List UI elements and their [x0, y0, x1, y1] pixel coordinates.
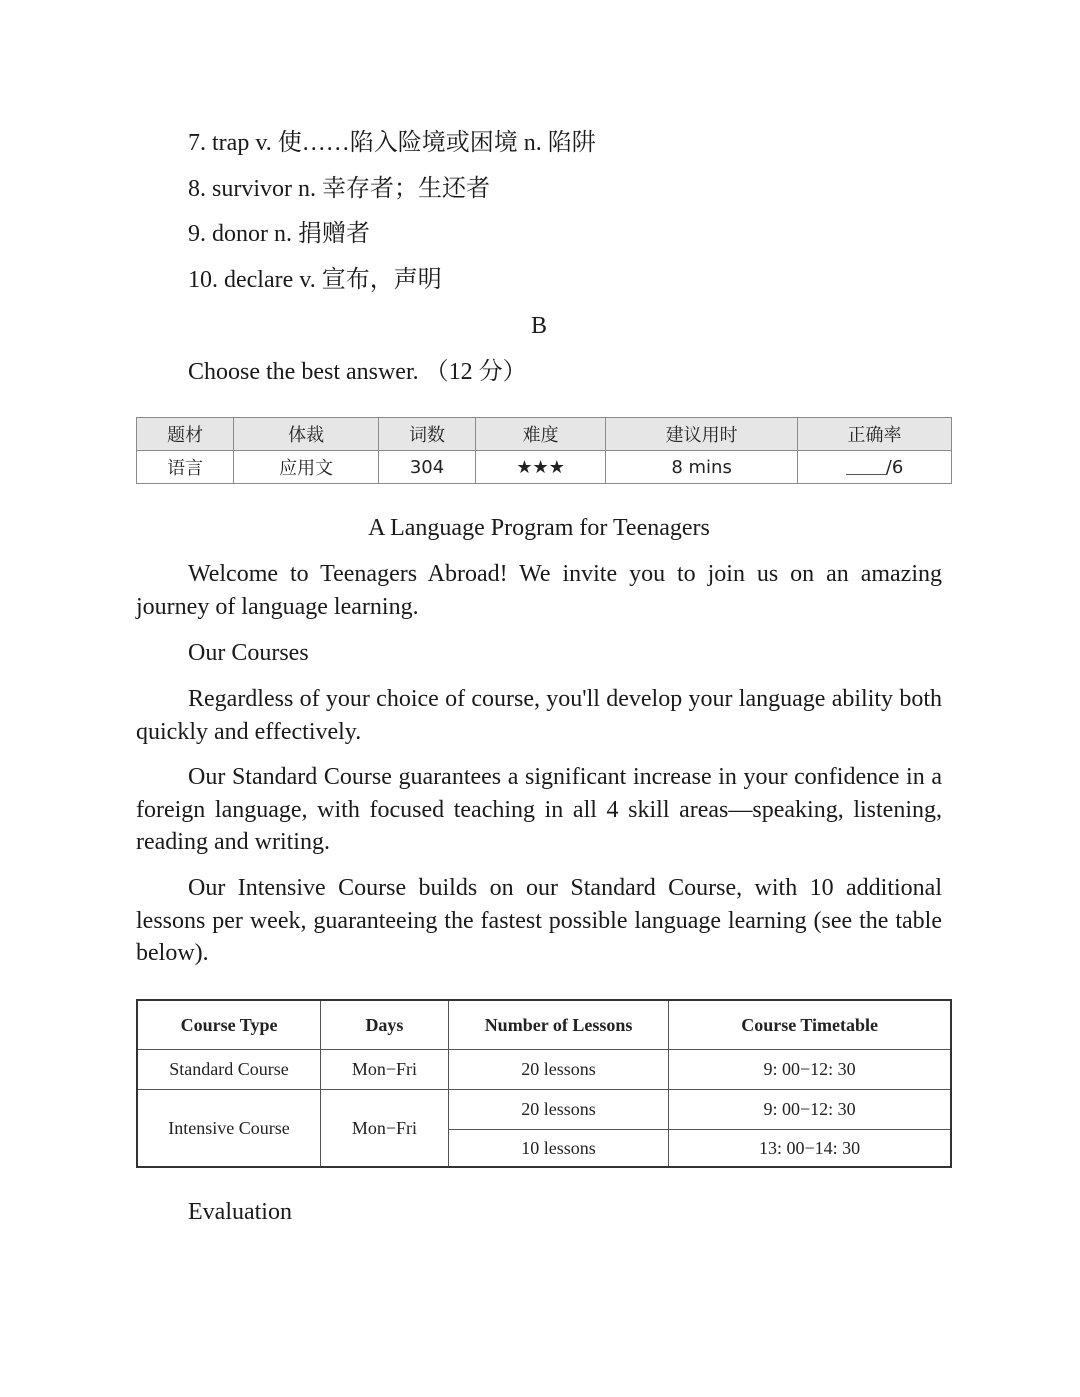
instruction: Choose the best answer. （12 分）: [188, 359, 527, 385]
info-header: 体裁: [234, 418, 379, 451]
table-row: [137, 1050, 951, 1090]
course-lessons: 20 lessons: [448, 1090, 668, 1130]
course-days: Mon−Fri: [321, 1090, 449, 1168]
article-title: A Language Program for Teenagers: [368, 515, 710, 541]
info-header: 词数: [378, 418, 475, 451]
course-table: [136, 999, 952, 1168]
course-header: Number of Lessons: [448, 1000, 668, 1050]
course-header: Course Timetable: [669, 1000, 951, 1050]
info-word-count: 304: [378, 451, 475, 484]
table-row: [137, 1090, 951, 1130]
info-table-header-row: [137, 418, 952, 451]
course-type: Intensive Course: [137, 1090, 321, 1168]
courses-heading: Our Courses: [188, 640, 309, 666]
evaluation-heading: Evaluation: [188, 1199, 292, 1225]
paragraph-1: Regardless of your choice of course, you'll develop your language ability both quickly and effectively.: [136, 686, 942, 745]
course-timetable: 13: 00−14: 30: [669, 1130, 951, 1168]
info-time: 8 mins: [606, 451, 798, 484]
info-topic: 语言: [137, 451, 234, 484]
info-table-value-row: [137, 451, 952, 484]
intro-paragraph: Welcome to Teenagers Abroad! We invite you to join us on an amazing journey of language learning.: [136, 561, 942, 620]
answer-blank: [846, 456, 886, 475]
course-timetable: 9: 00−12: 30: [669, 1090, 951, 1130]
info-header: 难度: [476, 418, 606, 451]
course-table-header-row: [137, 1000, 951, 1050]
paragraph-3: Our Intensive Course builds on our Standard Course, with 10 additional lessons per week, guaranteeing the fastest possible language learning (see the table below).: [136, 875, 942, 966]
course-lessons: 20 lessons: [448, 1050, 668, 1090]
course-header: Days: [321, 1000, 449, 1050]
vocab-item: 7. trap v. 使……陷入险境或困境 n. 陷阱: [188, 130, 596, 156]
info-difficulty-stars: ★★★: [476, 451, 606, 484]
course-timetable: 9: 00−12: 30: [669, 1050, 951, 1090]
info-table: [136, 417, 952, 484]
vocab-item: 10. declare v. 宣布，声明: [188, 267, 442, 293]
course-lessons: 10 lessons: [448, 1130, 668, 1168]
course-type: Standard Course: [137, 1050, 321, 1090]
info-header: 正确率: [798, 418, 952, 451]
section-label: B: [530, 313, 547, 339]
course-days: Mon−Fri: [321, 1050, 449, 1090]
info-genre: 应用文: [234, 451, 379, 484]
course-header: Course Type: [137, 1000, 321, 1050]
paragraph-2: Our Standard Course guarantees a significant increase in your confidence in a foreign language, with focused teaching in all 4 skill areas—speaking, listening, reading and writing.: [136, 764, 942, 855]
info-header: 建议用时: [606, 418, 798, 451]
info-header: 题材: [137, 418, 234, 451]
info-accuracy: [798, 451, 952, 484]
vocab-item: 9. donor n. 捐赠者: [188, 221, 370, 247]
accuracy-value: /6: [885, 457, 904, 478]
vocab-item: 8. survivor n. 幸存者；生还者: [188, 176, 490, 202]
